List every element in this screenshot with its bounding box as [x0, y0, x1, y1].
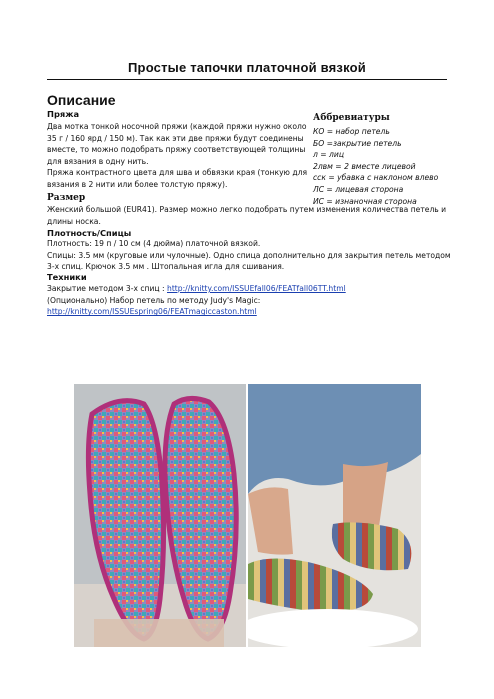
- abbreviation-item: ЛС = лицевая сторона: [313, 184, 404, 194]
- size-line: Женский большой (EUR41). Размер можно легко подобрать путем изменения количества петель и: [47, 205, 447, 214]
- three-needle-bindoff-link[interactable]: http://knitty.com/ISSUEfall06/FEATfall06TT.html: [167, 284, 346, 293]
- size-heading: Размер: [47, 193, 86, 203]
- abbreviation-item: сск = убавка с наклоном влево: [313, 173, 439, 183]
- magic-caston-link[interactable]: http://knitty.com/ISSUEspring06/FEATmagiccaston.html: [47, 307, 257, 317]
- yarn-heading: Пряжа: [47, 109, 80, 119]
- yarn-line: Два мотка тонкой носочной пряжи (каждой пряжи нужно около: [47, 122, 307, 131]
- slippers-photo-soles: [74, 384, 246, 647]
- yarn-line: вместе, то можно подобрать пряжу соответствующей толщины: [47, 145, 306, 155]
- yarn-line: для вязания в одну нить.: [47, 156, 149, 166]
- yarn-paragraph: [47, 121, 307, 191]
- abbreviation-item: БО =закрытие петель: [313, 138, 402, 148]
- gauge-line: 3-х спиц. Крючок 3.5 мм . Штопальная игла для сшивания.: [47, 262, 285, 272]
- gauge-line: Плотность: 19 п / 10 см (4 дюйма) платочной вязкой.: [47, 239, 261, 248]
- title-rule: [47, 79, 447, 80]
- techniques-line: (Опционально) Набор петель по методу Judy's Magic:: [47, 295, 261, 305]
- slippers-photos: [74, 384, 421, 647]
- slippers-soles-illustration: [74, 384, 246, 647]
- document-title: Простые тапочки платочной вязкой: [128, 60, 366, 75]
- techniques-line1-text: Закрытие методом 3-х спиц :: [47, 284, 167, 293]
- techniques-line: [47, 283, 346, 295]
- slippers-worn-illustration: [248, 384, 421, 647]
- abbreviation-item: 2лвм = 2 вместе лицевой: [313, 161, 416, 171]
- abbreviations-heading: Аббревиатуры: [313, 113, 390, 123]
- abbreviations-list: [313, 126, 438, 207]
- gauge-paragraph: [47, 238, 451, 273]
- abbreviation-item: л = лиц: [313, 150, 345, 160]
- techniques-line: [47, 306, 346, 318]
- abbreviation-item: ИС = изнаночная сторона: [313, 196, 417, 206]
- section-heading: Описание: [47, 92, 116, 108]
- gauge-line: Спицы: 3.5 мм (круговые или чулочные). Одно спица дополнительно для закрытия петель методом: [47, 250, 451, 260]
- slippers-photo-worn: [248, 384, 421, 647]
- techniques-heading: Техники: [47, 272, 87, 282]
- yarn-line: 35 г / 160 ярд / 150 м). Так как эти две пряжи будут соединены: [47, 133, 304, 143]
- yarn-line: вязания в 2 нити или более толстую пряжу).: [47, 179, 228, 189]
- size-paragraph: [47, 204, 446, 227]
- gauge-heading: Плотность/Спицы: [47, 228, 132, 238]
- yarn-line: Пряжа контрастного цвета для шва и обвязки края (тонкую для: [47, 168, 308, 178]
- abbreviation-item: КО = набор петель: [313, 127, 390, 136]
- techniques-paragraph: [47, 283, 346, 318]
- size-line: длины носка.: [47, 216, 101, 226]
